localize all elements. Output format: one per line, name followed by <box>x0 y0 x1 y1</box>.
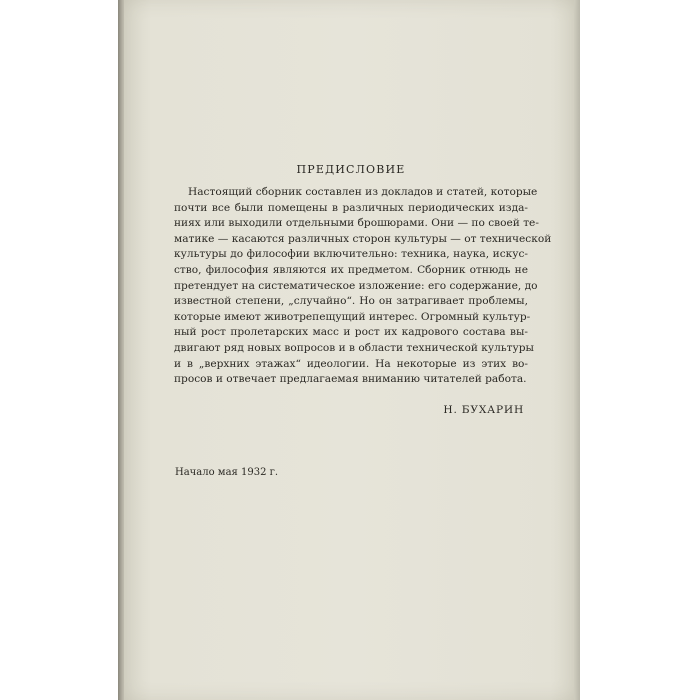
text-line: культуры до философии включительно: техника, наука, искус- <box>174 248 528 261</box>
text-line: ниях или выходили отдельными брошюрами. Они — по своей те- <box>174 217 539 230</box>
text-line: матике — касаются различных сторон культуры — от технической <box>174 232 552 245</box>
page-title: ПРЕДИСЛОВИЕ <box>296 163 406 176</box>
preface-text <box>174 185 552 388</box>
text-line: которые имеют животрепещущий интерес. Огромный культур- <box>174 310 531 323</box>
date-line: Начало мая 1932 г. <box>175 467 279 478</box>
author-signature: Н. БУХАРИН <box>443 404 524 416</box>
text-line: и в „верхних этажах“ идеологии. На некоторые из этих во- <box>174 357 528 370</box>
text-line: известной степени, „случайно“. Но он затрагивает проблемы, <box>174 295 528 308</box>
text-line: ство, философия являются их предметом. Сборник отнюдь не <box>174 263 528 276</box>
text-line: ный рост пролетарских масс и рост их кадрового состава вы- <box>174 326 528 339</box>
text-line: почти все были помещены в различных периодических изда- <box>174 201 528 214</box>
text-line: претендует на систематическое изложение: его содержание, до <box>174 279 538 292</box>
text-line: Настоящий сборник составлен из докладов и статей, которые <box>188 186 538 198</box>
page-edge <box>574 0 580 700</box>
text-line: просов и отвечает предлагаемая вниманию читателей работа. <box>174 373 527 386</box>
text-line: двигают ряд новых вопросов и в области технической культуры <box>174 341 534 354</box>
